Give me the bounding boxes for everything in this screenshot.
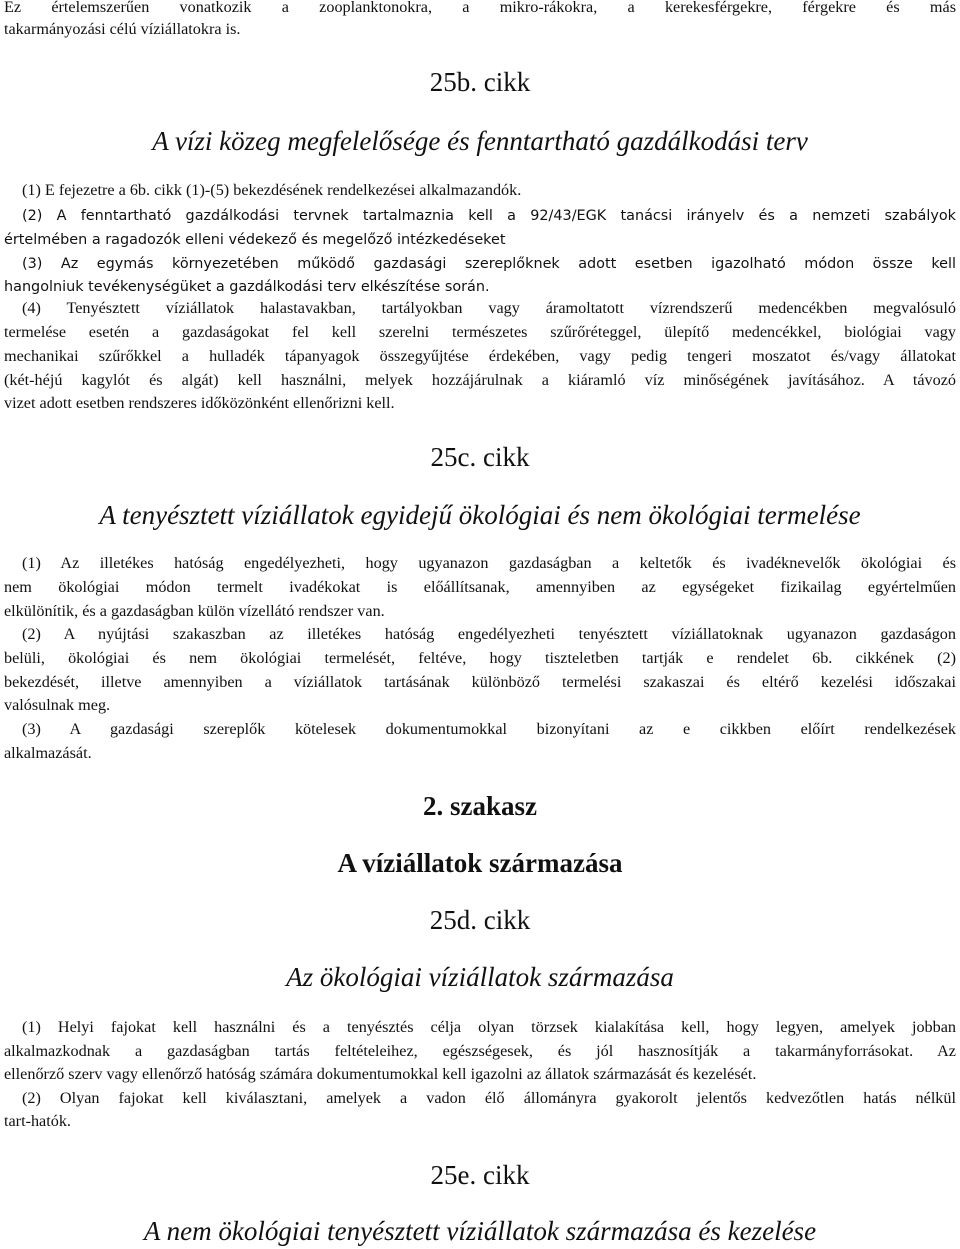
paragraph-line: ellenőrző szerv vagy ellenőrző hatóság számára dokumentumokkal kell igazolni az állatok származását és kezelését. — [4, 1065, 757, 1083]
article-number: 25d. cikk — [429, 905, 531, 935]
paragraph-line: (3) Az egymás környezetében működő gazdasági szereplőknek adott esetben igazolható módon össze kell — [22, 256, 956, 272]
paragraph-line: (két-héjú kagylót és algát) kell használni, melyek hozzájárulnak a kiáramló víz minőségének javításához. A távozó — [4, 371, 956, 389]
paragraph-line: értelmében a ragadozók elleni védekező és megelőző intézkedéseket — [4, 232, 506, 248]
paragraph-line: mechanikai szűrőkkel a hulladék tápanyagok összegyűjtése érdekében, vagy pedig tengeri moszatot és/vagy állatokat — [4, 347, 956, 365]
paragraph-line: (1) Az illetékes hatóság engedélyezheti, hogy ugyanazon gazdaságban a keltetők és ivadéknevelők ökológiai és — [22, 554, 956, 572]
paragraph-line: (1) Helyi fajokat kell használni és a tenyésztés célja olyan törzsek kialakítása kell, hogy legyen, amelyek jobban — [22, 1018, 956, 1036]
paragraph-line: alkalmazkodnak a gazdaságban tartás feltételeihez, egészségesek, és jól hasznosítják a takarmányforrásokat. Az — [4, 1042, 956, 1060]
section-title: A víziállatok származása — [337, 848, 623, 878]
paragraph-line: termelése esetén a gazdaságokat fel kell szerelni természetes szűrőréteggel, ülepítő medencékkel, biológiai vagy — [4, 323, 956, 341]
article-number: 25b. cikk — [429, 67, 531, 97]
paragraph-line: (3) A gazdasági szereplők kötelesek dokumentumokkal bizonyítani az e cikkben előírt rendelkezések — [22, 720, 956, 738]
paragraph-line: (1) E fejezetre a 6b. cikk (1)-(5) bekezdésének rendelkezései alkalmazandók. — [22, 181, 522, 199]
paragraph-line: (2) A fenntartható gazdálkodási tervnek tartalmaznia kell a 92/43/EGK tanácsi irányelv és a nemzeti szabályok — [22, 208, 956, 224]
paragraph-line: elkülönítik, és a gazdaságban külön vízellátó rendszer van. — [4, 602, 385, 620]
paragraph-line: bekezdését, illetve amennyiben a víziállatok tartásának különböző termelési szakaszai és eltérő kezelési időszakai — [4, 673, 956, 691]
paragraph-line: nem ökológiai módon termelt ivadékokat is előállítsanak, amennyiben az egységeket fizikailag egyértelműen — [4, 578, 956, 596]
paragraph-line: hangolniuk tevékenységüket a gazdálkodási terv elkészítése során. — [4, 279, 490, 295]
intro-line: takarmányozási célú víziállatokra is. — [4, 20, 241, 38]
paragraph-line: (2) A nyújtási szakaszban az illetékes hatóság engedélyezheti tenyésztett víziállatoknak ugyanazon gazdaságon — [22, 625, 956, 643]
article-title: Az ökológiai víziállatok származása — [286, 962, 674, 992]
article-number: 25e. cikk — [430, 1160, 530, 1190]
paragraph-line: tart-hatók. — [4, 1112, 71, 1130]
article-title: A nem ökológiai tenyésztett víziállatok származása és kezelése — [143, 1216, 817, 1246]
article-number: 25c. cikk — [430, 442, 530, 472]
paragraph-line: (2) Olyan fajokat kell kiválasztani, amelyek a vadon élő állományra gyakorolt jelentős kedvezőtlen hatás nélkül — [22, 1089, 956, 1107]
paragraph-line: alkalmazását. — [4, 744, 92, 762]
section-number: 2. szakasz — [423, 791, 537, 821]
paragraph-line: (4) Tenyésztett víziállatok halastavakban, tartályokban vagy áramoltatott vízrendszerű medencékben megvalósuló — [22, 299, 956, 317]
paragraph-line: belüli, ökológiai és nem ökológiai termelését, feltéve, hogy tiszteletben tartják e rendelet 6b. cikkének (2) — [4, 649, 956, 667]
article-title: A vízi közeg megfelelősége és fenntartható gazdálkodási terv — [152, 126, 808, 156]
paragraph-line: vizet adott esetben rendszeres időközönként ellenőrizni kell. — [4, 394, 395, 412]
intro-line: Ez értelemszerűen vonatkozik a zooplanktonokra, a mikro-rákokra, a kerekesférgekre, férgekre és más — [4, 0, 956, 16]
article-title: A tenyésztett víziállatok egyidejű ökológiai és nem ökológiai termelése — [99, 500, 861, 530]
paragraph-line: valósulnak meg. — [4, 696, 111, 714]
